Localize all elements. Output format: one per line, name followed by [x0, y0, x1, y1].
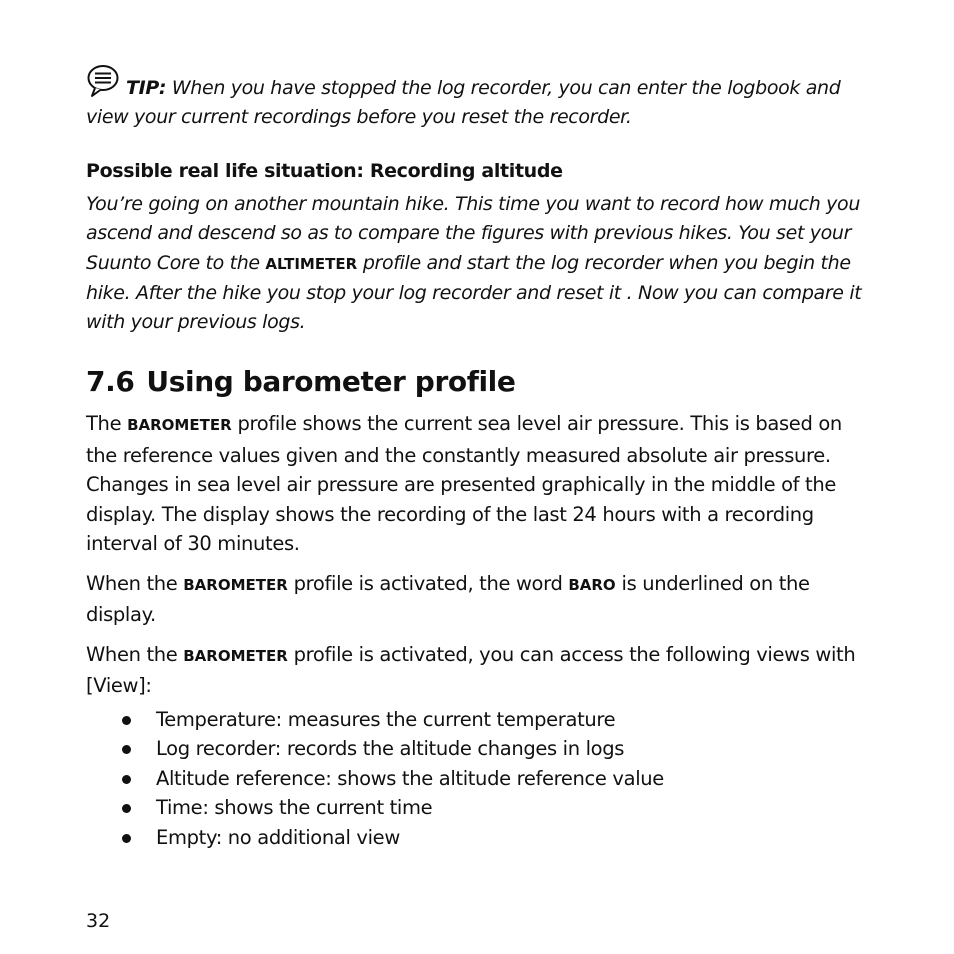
- situation-text-1: You’re going on another mountain hike. This time you want to record how much you ascend and descend so as to compare the figures with previous hikes. You set your Suunto Core to the: [86, 193, 861, 274]
- list-item-text: Time: shows the current time: [156, 796, 433, 820]
- bullet-icon: [122, 775, 131, 784]
- para2-text-2: profile is activated, the word: [287, 571, 569, 595]
- barometer-description: [86, 409, 876, 559]
- tip-note: [86, 74, 876, 132]
- views-intro-paragraph: [86, 640, 876, 701]
- situation-paragraph: [86, 190, 876, 337]
- para3-text-1: When the: [86, 642, 184, 666]
- page-number: 32: [86, 910, 111, 932]
- list-item: [122, 764, 876, 794]
- list-item-text: Empty: no additional view: [156, 825, 400, 849]
- list-item-text: Log recorder: records the altitude changes in logs: [156, 737, 625, 761]
- para2-text-3: is underlined on the display.: [86, 571, 810, 627]
- page-content: [86, 64, 876, 852]
- views-list: [86, 705, 876, 853]
- para1-text-2: profile shows the current sea level air pressure. This is based on the reference values given and the constantly measured absolute air pressure. Changes in sea level air pressure are presented graphically in the middle of the display. The display shows the recording of the last 24 hours with a recording interval of 30 minutes.: [86, 412, 842, 556]
- section-number: 7.6: [86, 365, 135, 399]
- list-item: [122, 793, 876, 823]
- baro-keyword: BARO: [568, 575, 616, 594]
- bullet-icon: [122, 716, 131, 725]
- bullet-icon: [122, 745, 131, 754]
- list-item-text: Temperature: measures the current temperature: [156, 707, 616, 731]
- para3-text-2: profile is activated, you can access the following views with [View]:: [86, 642, 856, 698]
- bullet-icon: [122, 834, 131, 843]
- speech-bubble-note-icon: [86, 63, 122, 99]
- list-item: [122, 734, 876, 764]
- altimeter-keyword: ALTIMETER: [265, 254, 358, 273]
- bullet-icon: [122, 804, 131, 813]
- situation-text-2: profile and start the log recorder when you begin the hike. After the hike you stop your log recorder and reset it . Now you can compare it with your previous logs.: [86, 251, 862, 334]
- barometer-keyword: BAROMETER: [183, 646, 288, 665]
- list-item: [122, 705, 876, 735]
- tip-text: When you have stopped the log recorder, you can enter the logbook and view your current recordings before you reset the recorder.: [86, 77, 841, 128]
- para2-text-1: When the: [86, 571, 184, 595]
- baro-underline-paragraph: [86, 569, 876, 630]
- barometer-keyword: BAROMETER: [127, 416, 232, 435]
- tip-label: TIP:: [126, 77, 167, 99]
- section-title: Using barometer profile: [146, 365, 516, 399]
- situation-heading: Possible real life situation: Recording altitude: [86, 160, 563, 182]
- list-item-text: Altitude reference: shows the altitude reference value: [156, 766, 664, 790]
- barometer-keyword: BAROMETER: [183, 575, 288, 594]
- para1-text-1: The: [86, 412, 128, 436]
- section-heading: [86, 365, 876, 399]
- list-item: [122, 823, 876, 853]
